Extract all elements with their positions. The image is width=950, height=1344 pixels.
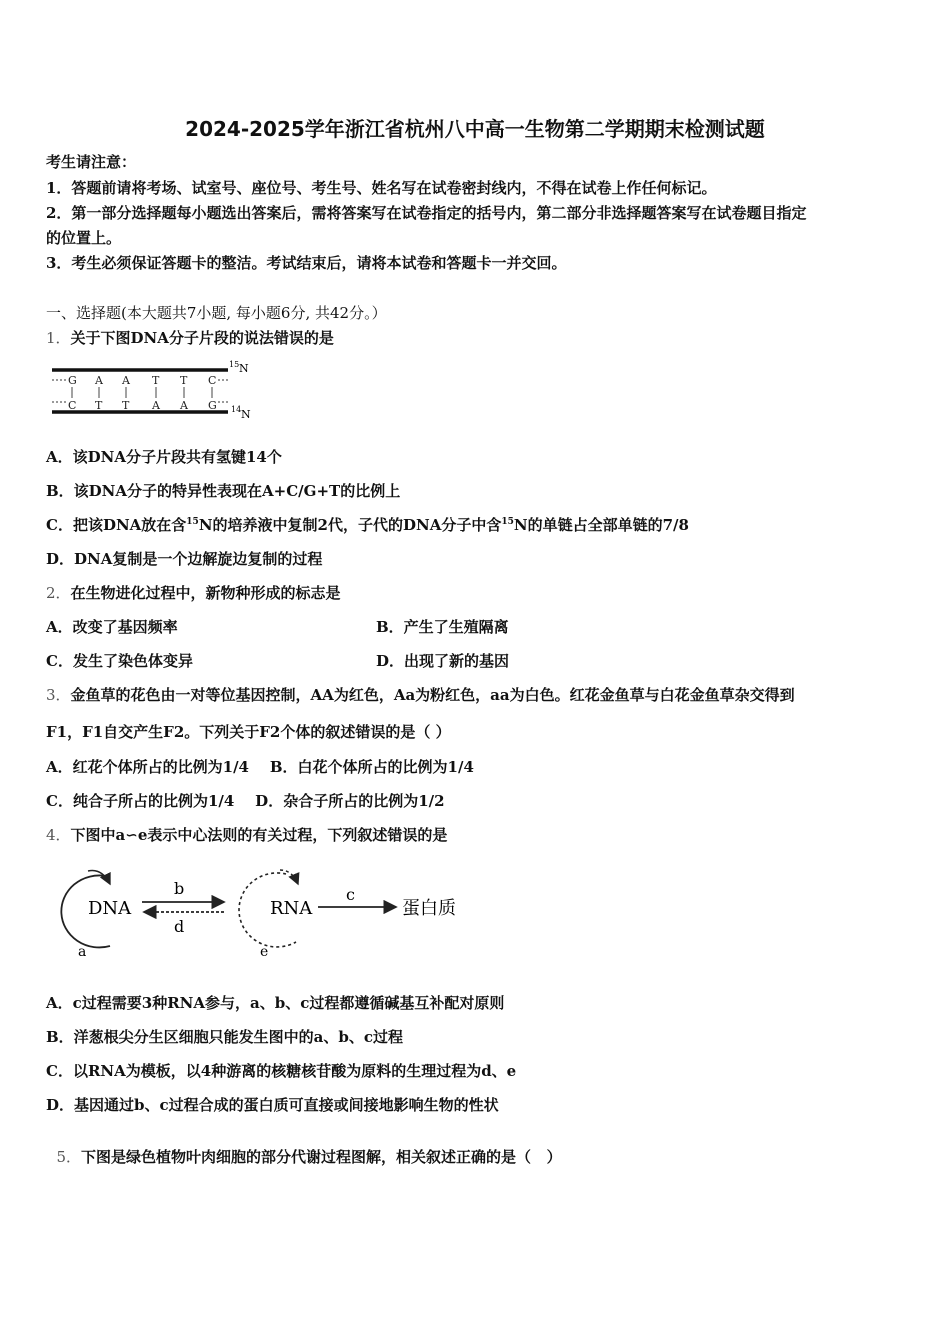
q1-option-b: B．该DNA分子的特异性表现在A+C/G+T的比例上 [46,482,401,500]
q3-text-line1: 金鱼草的花色由一对等位基因控制，AA为红色，Aa为粉红色，aa为白色。红花金鱼草与白花金鱼草杂交得到 [70,686,795,704]
q1-stem [46,327,334,348]
q1-number: 1． [46,329,71,347]
q5-stem [46,1128,562,1167]
notice-item-1: 1．答题前请将考场、试室号、座位号、考生号、姓名写在试卷密封线内，不得在试卷上作任何标记。 [46,179,717,197]
label-d: d [174,917,185,936]
base-top-5: T [180,374,188,387]
base-top-2: A [95,374,103,387]
q1-option-c [46,514,689,535]
q2-option-d: D．出现了新的基因 [376,652,510,670]
section-heading: 一、选择题(本大题共7小题, 每小题6分, 共42分。） [46,304,387,322]
label-14n: N [241,408,251,421]
q4-option-d: D．基因通过b、c过程合成的蛋白质可直接或间接地影响生物的性状 [46,1096,499,1114]
q2-number: 2． [46,584,71,602]
base-top-3: A [122,374,130,387]
base-bottom-4: A [152,399,160,412]
notice-item-3: 3．考生必须保证答题卡的整洁。考试结束后，请将本试卷和答题卡一并交回。 [46,254,567,272]
base-top-1: G [68,374,77,387]
base-bottom-5: A [180,399,188,412]
q2-option-a: A．改变了基因频率 [46,618,178,636]
dna-fragment-figure [48,356,258,422]
notice-item-2-cont: 的位置上。 [46,229,122,247]
q1-option-c-sup1: 15 [186,517,199,527]
q1-option-a: A．该DNA分子片段共有氢键14个 [46,448,282,466]
q3-number: 3． [46,686,71,704]
q2-text: 在生物进化过程中，新物种形成的标志是 [70,584,341,602]
q1-option-c-part1: C．把该DNA放在含 [46,516,187,534]
label-b: b [174,879,185,898]
q1-option-d: D．DNA复制是一个边解旋边复制的过程 [46,550,323,568]
q4-number: 4． [46,826,71,844]
q3-options-ab: A．红花个体所占的比例为1/4 B．白花个体所占的比例为1/4 [46,758,474,776]
q5-text: 下图是绿色植物叶肉细胞的部分代谢过程图解，相关叙述正确的是（ ） [81,1148,562,1166]
q4-text: 下图中a∽e表示中心法则的有关过程，下列叙述错误的是 [70,826,448,844]
label-15n: N [239,362,249,375]
notice-item-2: 2．第一部分选择题每小题选出答案后，需将答案写在试卷指定的括号内，第二部分非选择题答案写在试卷题目指定 [46,204,807,222]
q1-option-c-sup2: 15 [501,517,514,527]
base-bottom-1: C [68,399,77,412]
base-top-4: T [152,374,160,387]
q3-options-cd: C．纯合子所占的比例为1/4 D．杂合子所占的比例为1/2 [46,792,445,810]
notice-heading: 考生请注意： [46,153,137,171]
node-dna: DNA [88,898,132,919]
label-e: e [260,944,269,960]
base-bottom-6: G [208,399,217,412]
label-c: c [346,885,355,904]
q4-option-b: B．洋葱根尖分生区细胞只能发生图中的a、b、c过程 [46,1028,404,1046]
base-top-6: C [208,374,217,387]
q2-option-b: B．产生了生殖隔离 [376,618,509,636]
page-title: 2024-2025学年浙江省杭州八中高一生物第二学期期末检测试题 [185,117,765,141]
base-bottom-3: T [122,399,130,412]
q3-text-line2: F1，F1自交产生F2。下列关于F2个体的叙述错误的是（ ） [46,723,451,741]
node-protein: 蛋白质 [402,898,456,919]
q1-text: 关于下图DNA分子片段的说法错误的是 [70,329,334,347]
q5-number: 5． [56,1148,81,1166]
q2-option-c: C．发生了染色体变异 [46,652,193,670]
node-rna: RNA [270,898,313,919]
q2-stem [46,582,341,603]
label-a: a [78,944,87,960]
q4-option-c: C．以RNA为模板，以4种游离的核糖核苷酸为原料的生理过程为d、e [46,1062,517,1080]
q1-option-c-part3: N的单链占全部单链的7/8 [513,516,689,534]
q4-option-a: A．c过程需要3种RNA参与，a、b、c过程都遵循碱基互补配对原则 [46,994,505,1012]
q3-stem [46,684,795,705]
q4-stem [46,824,447,845]
label-14-sup: 14 [231,405,242,414]
q1-option-c-part2: N的培养液中复制2代，子代的DNA分子中含 [198,516,502,534]
central-dogma-figure [48,862,473,962]
label-15-sup: 15 [229,360,240,369]
base-bottom-2: T [95,399,103,412]
